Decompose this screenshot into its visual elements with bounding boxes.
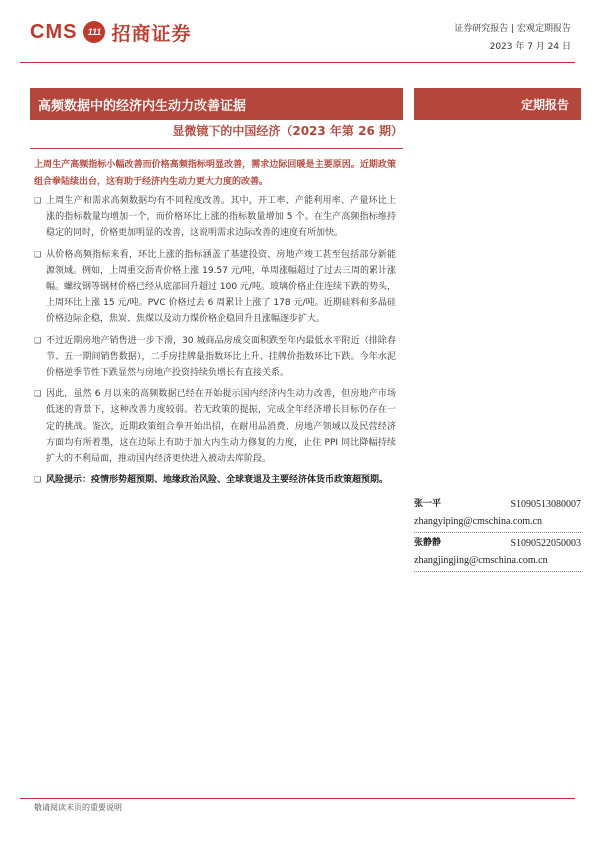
logo-badge-icon: 111 [83,21,105,43]
risk-warning: ❑ 风险提示：疫情形势超预期、地缘政治风险、全球衰退及主要经济体货币政策超预期。 [34,472,396,488]
checkbox-bullet-icon: ❑ [34,335,42,345]
checkbox-bullet-icon: ❑ [34,196,42,205]
bullet-item: ❑ 不过近期房地产销售进一步下滑，30 城商品房成交面积跌至年内最低水平附近（排除春节、五一期间销售数据），二手房挂牌量指数环比上升、挂牌价指数环比下跌。今年水泥价格逆季节性下跌显然与房地产投资持续负增长有直接关系。 [34,333,396,382]
subtitle-divider [30,148,403,149]
analyst-email[interactable]: zhangjingjing@cmschina.com.cn [414,552,581,572]
logo-cms-text: CMS [30,20,78,43]
footer-divider [20,798,575,799]
analyst-entry [414,535,581,572]
report-title: 高频数据中的经济内生动力改善证据 [38,98,247,114]
analyst-panel [414,496,581,574]
header-info [454,20,571,56]
footer-note: 敬请阅读末页的重要说明 [34,803,122,812]
checkbox-bullet-icon: ❑ [34,389,42,399]
checkbox-bullet-icon: ❑ [34,475,42,485]
summary-paragraph: 上周生产高频指标小幅改善而价格高频指标明显改善，需求边际回暖是主要原因。近期政策组合拳陆续出台，这有助于经济内生动力更大力度的改善。 [34,160,396,187]
report-type-label: 定期报告 [520,97,569,112]
analyst-entry [414,496,581,533]
bullet-item: ❑ 因此，虽然 6 月以来的高频数据已经在开始提示国内经济内生动力改善，但房地产市场低迷的背景下，这种改善力度较弱。若无政策的提振，完成全年经济增长目标仍存在一定的挑战。鉴次，近期政策组合拳开始出招，在耐用品消费、房地产领域以及民营经济方面均有所着墨，这在边际上有助于加大内生动力修复的力度，止住 PPI 同比降幅持续扩大的不利局面，推动国内经济更快进入被动去库阶段。 [34,386,396,467]
report-date: 2023 年 7 月 24 日 [489,42,571,52]
bullet-item: ❑ 上周生产和需求高频数据均有不同程度改善。其中，开工率、产能利用率、产量环比上涨的指标数量均增加一个，而价格环比上涨的指标数量增加 5 个。在生产高频指标维持稳定的同时，价格更加明显的改善，这说明需求边际改善的速度有所加快。 [34,193,396,242]
analyst-license-id: S1090522050003 [510,538,581,549]
title-banner [30,88,403,120]
analyst-email[interactable]: zhangyiping@cmschina.com.cn [414,513,581,533]
company-logo [30,18,191,46]
report-type-banner [414,88,581,120]
report-subtitle: 显微镜下的中国经济（2023 年第 26 期） [172,124,403,138]
report-category: 证券研究报告 | 宏观定期报告 [454,24,571,34]
analyst-license-id: S1090513080007 [510,499,581,510]
logo-chinese-name: 招商证券 [111,22,192,45]
header-divider [20,62,575,63]
checkbox-bullet-icon: ❑ [34,249,42,259]
analyst-name: 张一平 [414,499,442,509]
bullet-list [34,193,396,493]
analyst-name: 张静静 [414,538,442,548]
bullet-item: ❑ 从价格高频指标来看，环比上涨的指标涵盖了基建投资、房地产竣工甚至包括部分新能源领域。例如，上周重交沥青价格上涨 19.57 元/吨，单周涨幅超过了过去三周的累计涨幅。螺纹钢等钢材价格已经从底部回升超过 100 元/吨。玻璃价格止住连续下跌的势头，上周环比上涨 15 元/吨。PVC 价格过去 6 周累计上涨了 178 元/吨。近期硅料和多晶硅价格边际企稳，焦炭、焦煤以及动力煤价格企稳回升且涨幅逐步扩大。 [34,247,396,328]
